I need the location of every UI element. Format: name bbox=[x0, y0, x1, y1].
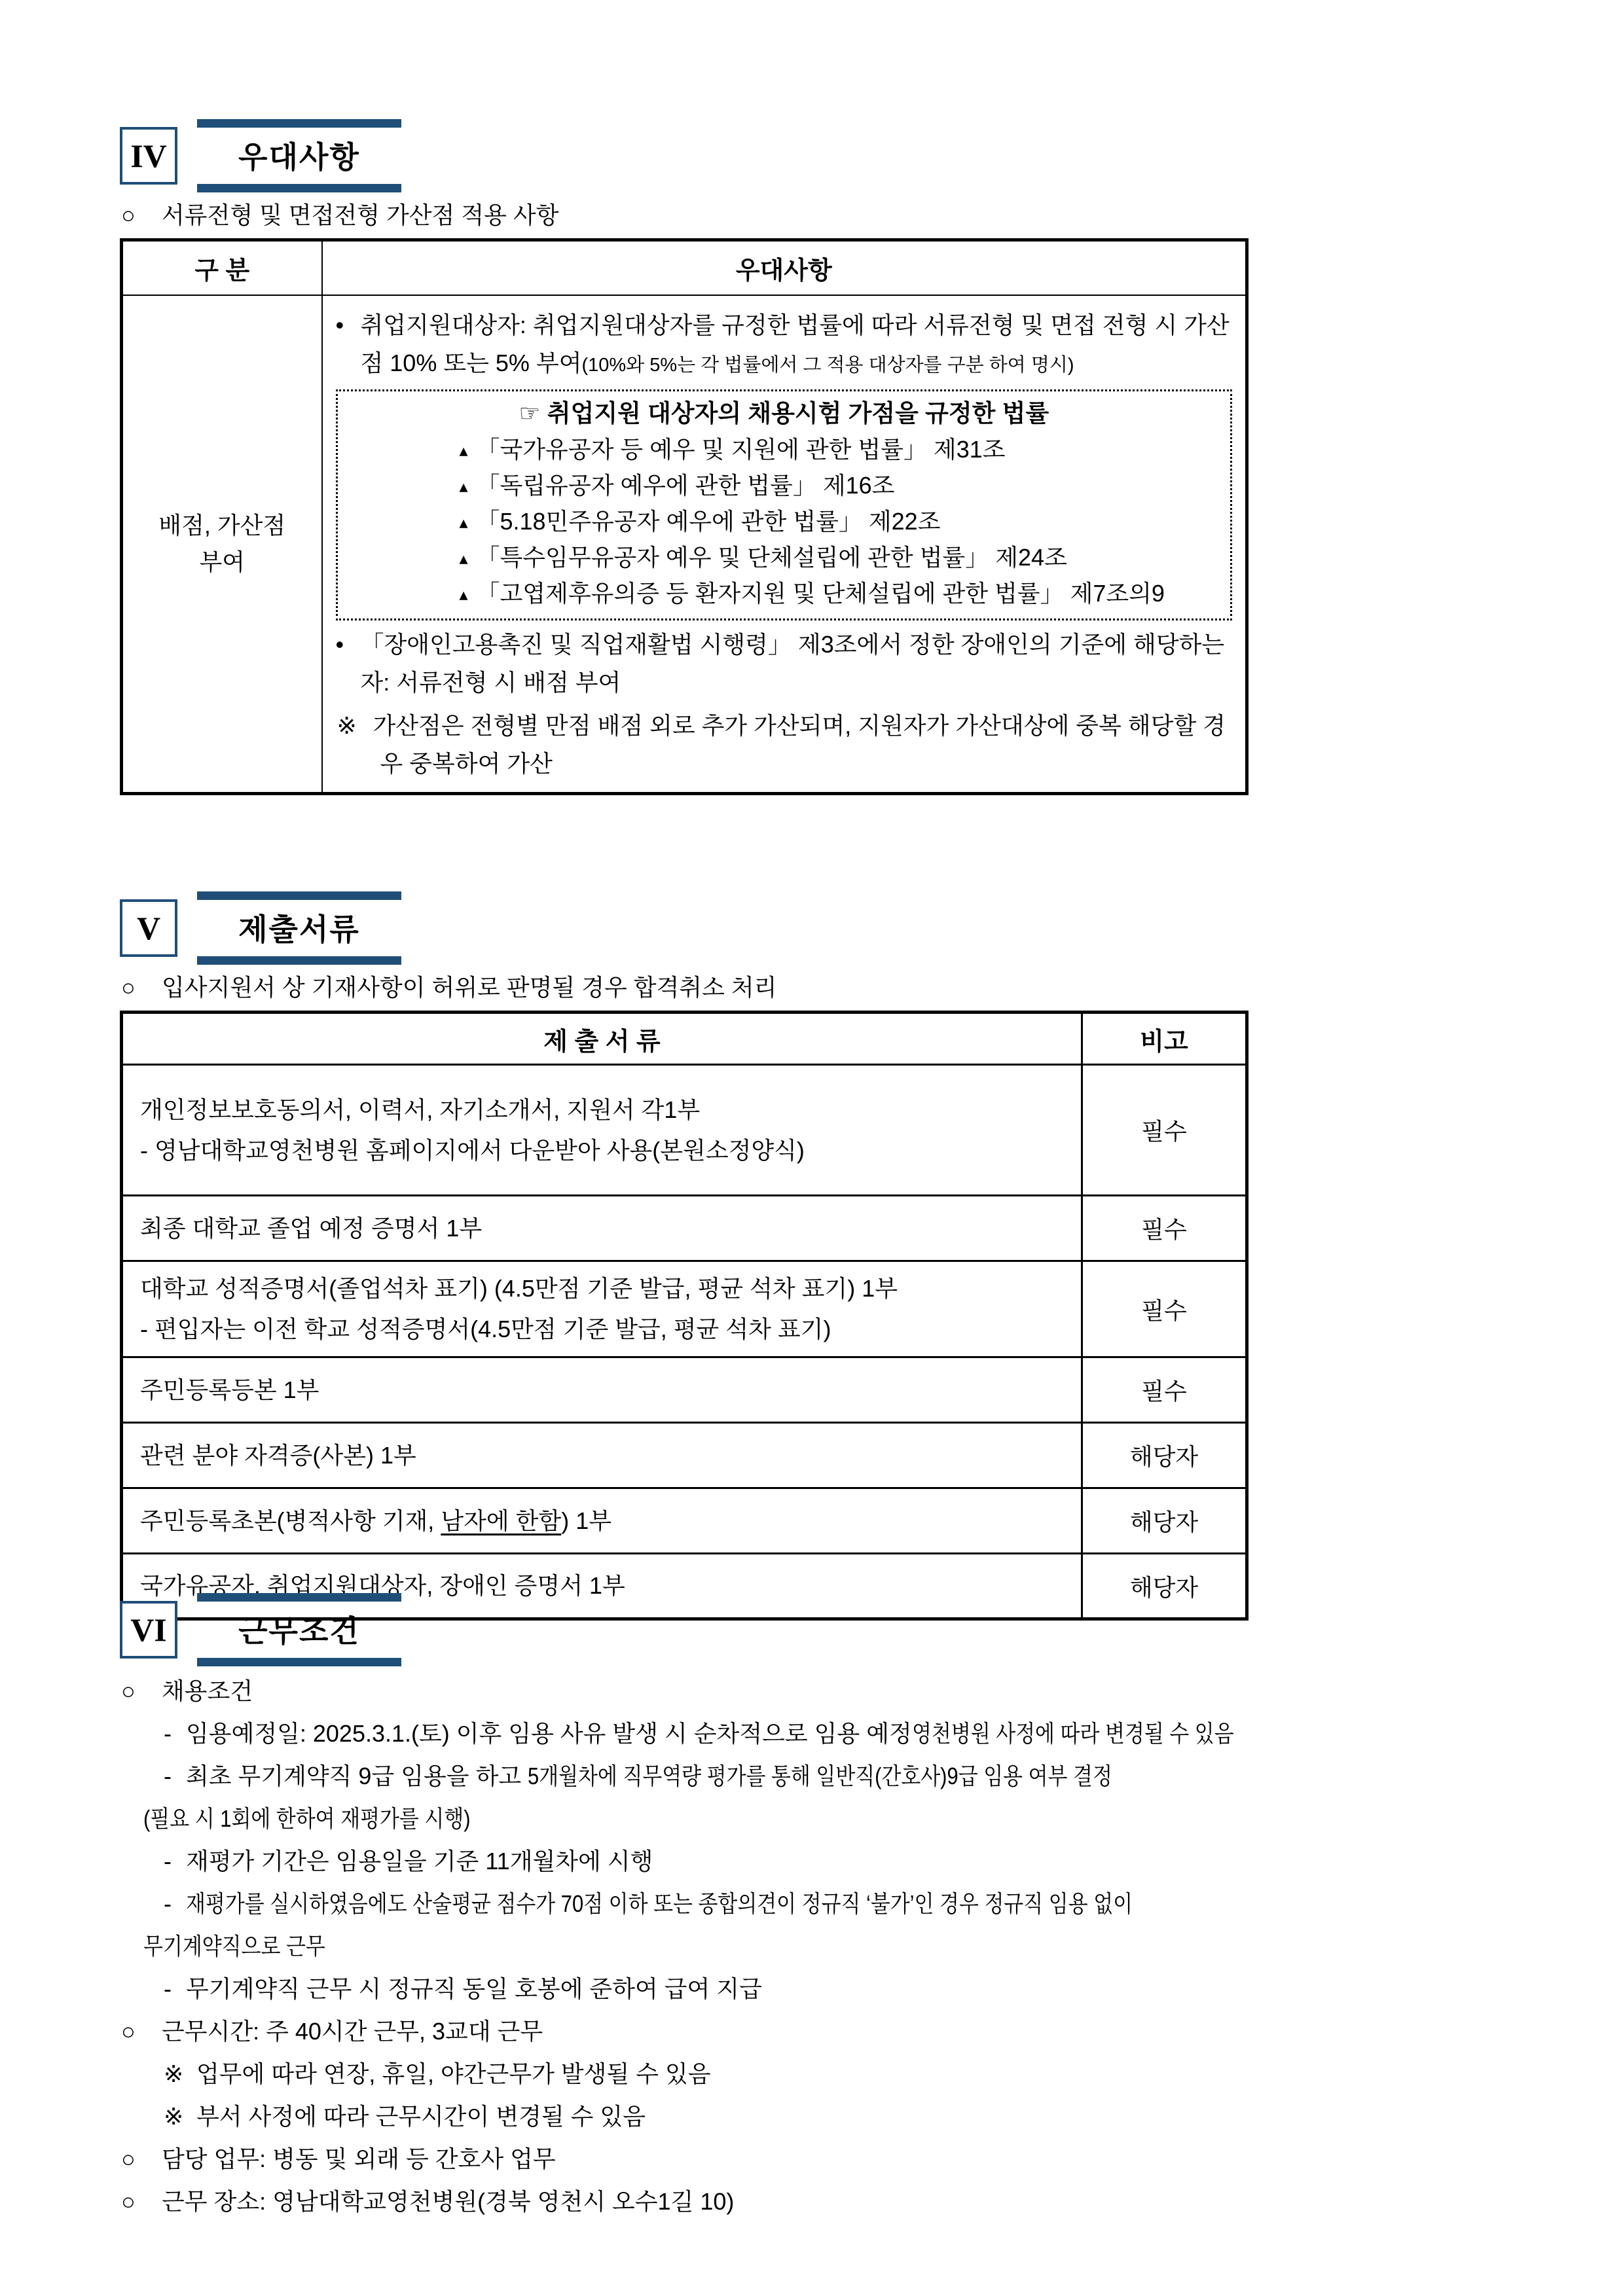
section-heading bbox=[120, 1600, 1508, 1659]
table-row bbox=[122, 1488, 1247, 1554]
law-item-text: 「국가유공자 등 예우 및 지원에 관한 법률」 제31조 bbox=[476, 435, 1006, 463]
section-numeral: IV bbox=[130, 137, 167, 174]
law-item bbox=[350, 576, 1219, 612]
line-text: 근무시간: 주 40시간 근무, 3교대 근무 bbox=[162, 2018, 543, 2045]
law-box-title-text: 취업지원 대상자의 채용시험 가점을 규정한 법률 bbox=[547, 399, 1049, 427]
law-reference-box bbox=[336, 389, 1233, 620]
bullet-text-small: (10%와 5%는 각 법률에서 그 적용 대상자를 구분 하여 명시) bbox=[581, 354, 1074, 376]
line-text-condensed: (필요 시 1회에 한하여 재평가를 시행) bbox=[143, 1805, 471, 1832]
document-line: 최종 대학교 졸업 예정 증명서 1부 bbox=[140, 1214, 483, 1242]
document-cell bbox=[122, 1196, 1082, 1261]
section-title: 제출서류 bbox=[197, 891, 401, 965]
dash-bullet-icon: - bbox=[164, 1975, 172, 2002]
row-label-cell bbox=[122, 295, 322, 794]
section-heading bbox=[120, 126, 1508, 185]
line-text: 부서 사정에 따라 근무시간이 변경될 수 있음 bbox=[196, 2103, 646, 2130]
line-text: 최초 무기계약직 9급 임용을 하고 bbox=[186, 1763, 528, 1789]
bullet-text: 취업지원대상자: 취업지원대상자를 규정한 법률에 따라 서류전형 및 면접 전형 시 가산점 10% 또는 5% 부여 bbox=[360, 311, 1230, 376]
table-row bbox=[122, 1357, 1247, 1423]
document-line: 개인정보보호동의서, 이력서, 자기소개서, 지원서 각1부 bbox=[140, 1096, 701, 1123]
list-item-continuation bbox=[143, 1797, 1508, 1840]
circle-bullet-icon: ○ bbox=[121, 974, 136, 1001]
table-row bbox=[122, 1065, 1247, 1196]
list-item bbox=[164, 1755, 1508, 1797]
bullet-item bbox=[336, 306, 1233, 384]
list-item bbox=[121, 2180, 1508, 2223]
section-documents bbox=[120, 899, 1508, 1621]
dot-bullet-icon: • bbox=[335, 630, 344, 658]
line-text: 담당 업무: 병동 및 외래 등 간호사 업무 bbox=[162, 2145, 556, 2172]
document-line: 국가유공자, 취업지원대상자, 장애인 증명서 1부 bbox=[140, 1572, 625, 1599]
document-line: 대학교 성적증명서(졸업석차 표기) (4.5만점 기준 발급, 평균 석차 표기) 1부 bbox=[140, 1275, 898, 1302]
documents-table bbox=[120, 1011, 1249, 1621]
document-cell bbox=[122, 1261, 1082, 1357]
line-text: 재평가 기간은 임용일을 기준 11개월차에 시행 bbox=[186, 1848, 653, 1874]
preference-content-cell bbox=[322, 295, 1247, 794]
table-row bbox=[122, 1423, 1247, 1488]
section-title: 우대사항 bbox=[197, 119, 401, 192]
law-item-text: 「5.18민주유공자 예우에 관한 법률」 제22조 bbox=[476, 507, 941, 535]
document-line: 관련 분야 자격증(사본) 1부 bbox=[140, 1441, 416, 1469]
dash-bullet-icon: - bbox=[164, 1890, 172, 1917]
law-item bbox=[350, 504, 1219, 540]
triangle-bullet-icon: ▴ bbox=[459, 548, 468, 568]
remark-cell: 해당자 bbox=[1082, 1488, 1247, 1554]
remark-cell: 필수 bbox=[1082, 1196, 1247, 1261]
table-header-row bbox=[122, 1013, 1247, 1065]
triangle-bullet-icon: ▴ bbox=[459, 476, 468, 496]
section-heading bbox=[120, 899, 1508, 958]
section-preferences bbox=[120, 126, 1508, 795]
column-header-preference: 우대사항 bbox=[322, 240, 1247, 295]
preferences-table bbox=[120, 238, 1249, 795]
line-text: 채용조건 bbox=[162, 1677, 253, 1704]
circle-bullet-icon: ○ bbox=[121, 2188, 136, 2215]
line-text-condensed: 영천병원 사정에 따라 변경될 수 있음 bbox=[911, 1720, 1234, 1747]
circle-bullet-icon: ○ bbox=[121, 2145, 136, 2172]
document-text: ) 1부 bbox=[561, 1507, 611, 1534]
document-cell bbox=[122, 1357, 1082, 1423]
section-numeral-box bbox=[120, 127, 177, 185]
document-line: - 편입자는 이전 학교 성적증명서(4.5만점 기준 발급, 평균 석차 표기) bbox=[140, 1316, 831, 1342]
law-box-title bbox=[350, 395, 1219, 432]
remark-cell: 필수 bbox=[1082, 1065, 1247, 1196]
section-numeral: VI bbox=[130, 1611, 167, 1648]
section-numeral-box bbox=[120, 899, 177, 957]
list-item bbox=[121, 2010, 1508, 2053]
document-cell bbox=[122, 1488, 1082, 1554]
reference-mark-icon: ※ bbox=[164, 2060, 184, 2087]
bullet-item bbox=[336, 626, 1233, 702]
document-cell bbox=[122, 1065, 1082, 1196]
line-text-condensed: 재평가를 실시하였음에도 산술평균 점수가 70점 이하 또는 종합의견이 정규직 ‘불가’인 경우 정규직 임용 없이 bbox=[186, 1890, 1133, 1917]
remark-cell: 해당자 bbox=[1082, 1423, 1247, 1488]
triangle-bullet-icon: ▴ bbox=[459, 440, 468, 460]
line-text: 업무에 따라 연장, 휴일, 야간근무가 발생될 수 있음 bbox=[196, 2060, 711, 2087]
list-item bbox=[164, 1840, 1508, 1882]
note-text: 가산점은 전형별 만점 배점 외로 추가 가산되며, 지원자가 가산대상에 중복 해당할 경우 중복하여 가산 bbox=[373, 711, 1226, 777]
table-header-row bbox=[122, 240, 1247, 295]
list-item bbox=[164, 1882, 1508, 1925]
reference-mark-icon: ※ bbox=[337, 711, 357, 739]
list-item bbox=[164, 2053, 1508, 2095]
dash-bullet-icon: - bbox=[164, 1848, 172, 1874]
reference-mark-icon: ※ bbox=[164, 2103, 184, 2130]
list-item-continuation bbox=[143, 1925, 1508, 1967]
circle-bullet-icon: ○ bbox=[121, 202, 136, 228]
section-numeral-box bbox=[120, 1601, 177, 1659]
document-line: 주민등록등본 1부 bbox=[140, 1376, 319, 1403]
law-item bbox=[350, 540, 1219, 576]
section-title: 근무조건 bbox=[197, 1593, 401, 1666]
table-row bbox=[122, 295, 1247, 794]
remark-cell: 해당자 bbox=[1082, 1554, 1247, 1619]
pointing-hand-icon: ☞ bbox=[519, 399, 541, 427]
dot-bullet-icon: • bbox=[335, 311, 344, 338]
column-header-documents: 제 출 서 류 bbox=[122, 1013, 1082, 1065]
line-text: 임용예정일: 2025.3.1.(토) 이후 임용 사유 발생 시 순차적으로 임용 예정 bbox=[186, 1720, 912, 1747]
intro-text: 입사지원서 상 기재사항이 허위로 판명될 경우 합격취소 처리 bbox=[162, 974, 777, 1001]
document-line bbox=[140, 1501, 1074, 1541]
line-text: 근무 장소: 영남대학교영천병원(경북 영천시 오수1길 10) bbox=[162, 2188, 735, 2215]
document-text: 주민등록초본(병적사항 기재, bbox=[140, 1507, 441, 1534]
circle-bullet-icon: ○ bbox=[121, 1677, 136, 1704]
line-text-condensed: 5개월차에 직무역량 평가를 통해 일반직(간호사)9급 임용 여부 결정 bbox=[528, 1763, 1112, 1789]
law-item-text: 「독립유공자 예우에 관한 법률」 제16조 bbox=[476, 471, 895, 499]
triangle-bullet-icon: ▴ bbox=[459, 512, 468, 532]
dash-bullet-icon: - bbox=[164, 1763, 172, 1789]
line-text-condensed: 무기계약직으로 근무 bbox=[143, 1933, 325, 1960]
section-intro bbox=[121, 969, 1508, 1003]
section-working-conditions bbox=[120, 1600, 1508, 2223]
remark-cell: 필수 bbox=[1082, 1357, 1247, 1423]
column-header-category: 구 분 bbox=[122, 240, 322, 295]
underlined-text: 남자에 한함 bbox=[441, 1507, 562, 1534]
law-item bbox=[350, 468, 1219, 504]
row-label-line1: 배점, 가산점 bbox=[158, 511, 286, 539]
section-numeral: V bbox=[136, 910, 161, 946]
table-row bbox=[122, 1261, 1247, 1357]
remark-cell: 필수 bbox=[1082, 1261, 1247, 1357]
line-text: 무기계약직 근무 시 정규직 동일 호봉에 준하여 급여 지급 bbox=[186, 1975, 762, 2002]
list-item bbox=[164, 1712, 1508, 1755]
document-cell bbox=[122, 1423, 1082, 1488]
dash-bullet-icon: - bbox=[164, 1720, 172, 1747]
law-item bbox=[350, 432, 1219, 468]
triangle-bullet-icon: ▴ bbox=[459, 584, 468, 604]
list-item bbox=[121, 2138, 1508, 2180]
section-intro bbox=[121, 197, 1508, 230]
column-header-remarks: 비고 bbox=[1082, 1013, 1247, 1065]
row-label-line2: 부여 bbox=[199, 548, 246, 575]
list-item bbox=[121, 1670, 1508, 1712]
list-item bbox=[164, 1967, 1508, 2010]
document-line: - 영남대학교영천병원 홈페이지에서 다운받아 사용(본원소정양식) bbox=[140, 1136, 805, 1164]
conditions-list bbox=[120, 1670, 1508, 2223]
bullet-text: 「장애인고용촉진 및 직업재활법 시행령」 제3조에서 정한 장애인의 기준에 해당하는자: 서류전형 시 배점 부여 bbox=[360, 630, 1225, 696]
table-row bbox=[122, 1196, 1247, 1261]
law-item-text: 「고엽제후유의증 등 환자지원 및 단체설립에 관한 법률」 제7조의9 bbox=[476, 579, 1165, 607]
list-item bbox=[164, 2095, 1508, 2138]
note-item bbox=[336, 707, 1233, 783]
circle-bullet-icon: ○ bbox=[121, 2018, 136, 2045]
intro-text: 서류전형 및 면접전형 가산점 적용 사항 bbox=[162, 202, 559, 228]
law-item-text: 「특수임무유공자 예우 및 단체설립에 관한 법률」 제24조 bbox=[476, 543, 1067, 571]
